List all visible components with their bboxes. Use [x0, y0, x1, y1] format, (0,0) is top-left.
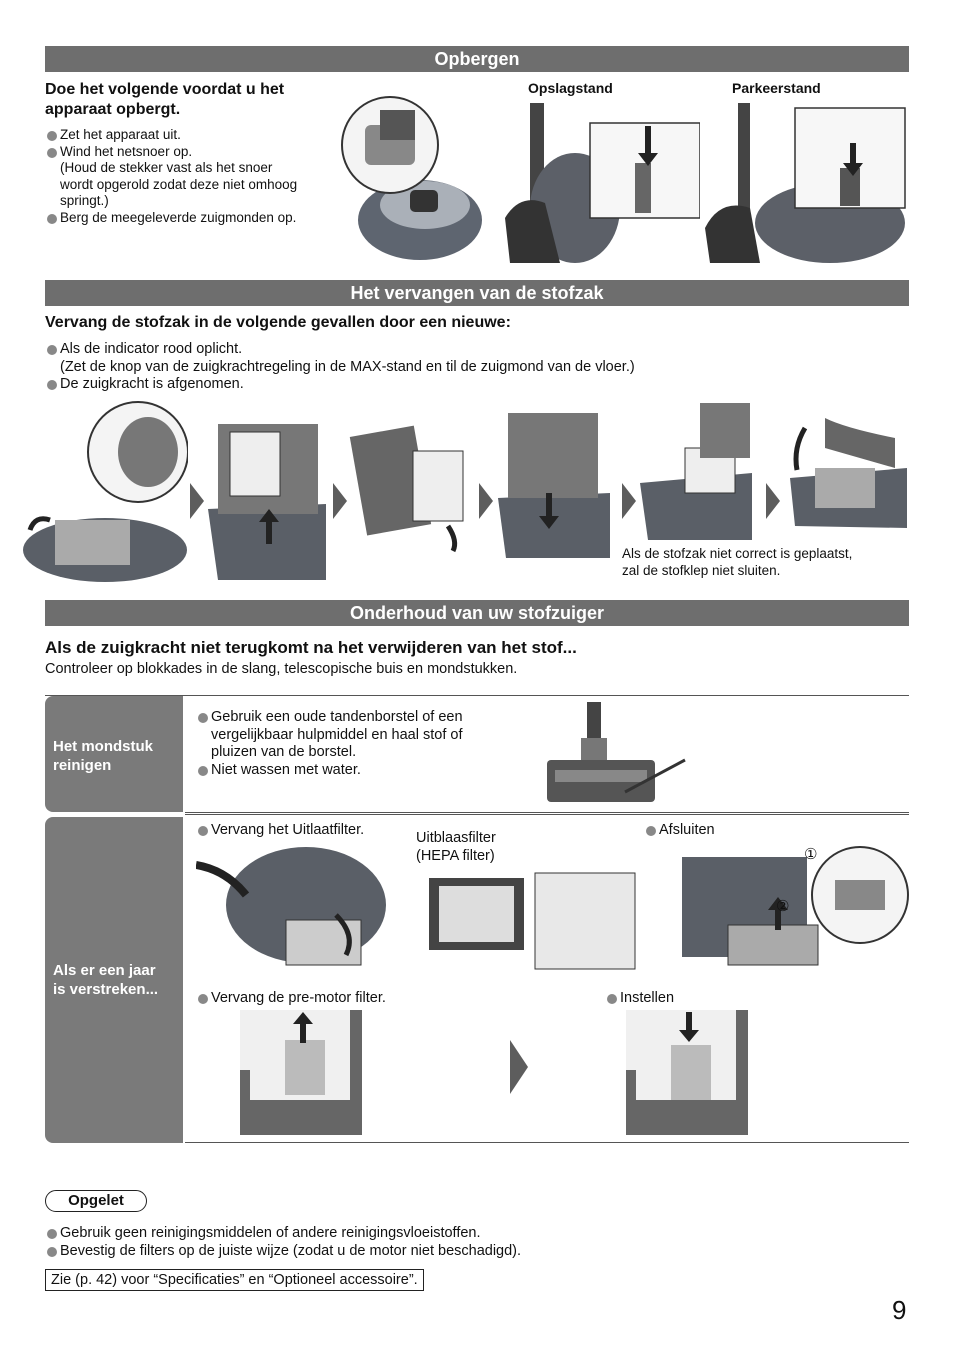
exhaust-filter-instruction: [197, 822, 364, 840]
bullet-item: Gebruik geen reinigingsmiddelen of andere reinigingsvloeistoffen.: [46, 1225, 806, 1243]
caution-label: Opgelet: [45, 1190, 147, 1212]
row-label-line: is verstreken...: [53, 981, 159, 998]
specifications-reference: Zie (p. 42) voor “Specificaties” en “Optioneel accessoire”.: [45, 1269, 424, 1291]
dustbag-step-5-illustration: [640, 398, 752, 540]
step-number-1: ①: [804, 846, 818, 863]
note-line: (Houd de stekker vast als het snoer: [60, 160, 273, 175]
bullet-item: Bevestig de filters op de juiste wijze (zodat u de motor niet beschadigd).: [46, 1243, 806, 1261]
premotor-remove-illustration: [240, 1010, 362, 1135]
section-title-storage: Opbergen: [45, 46, 909, 72]
dustbag-conditions: [46, 341, 806, 394]
bullet-item: Berg de meegeleverde zuigmonden op.: [46, 210, 336, 227]
bullet-item: Wind het netsnoer op.: [46, 144, 336, 161]
step-arrow: [510, 1040, 528, 1094]
dustbag-step-4-illustration: [498, 398, 610, 558]
maintenance-subtitle: Als de zuigkracht niet terugkomt na het verwijderen van het stof...: [45, 638, 577, 657]
storage-subtitle: Doe het volgende voordat u het apparaat opbergt.: [45, 81, 285, 118]
caption-line: zal de stofklep niet sluiten.: [622, 562, 781, 578]
dustbag-step-6-illustration: [785, 398, 907, 540]
hepa-label-line: Uitblaasfilter: [416, 830, 496, 846]
caution-list: [46, 1225, 806, 1260]
close-filter-illustration: [680, 845, 910, 985]
bullet-item: Instellen: [606, 990, 674, 1008]
note-line: wordt opgerold zodat deze niet omhoog: [60, 176, 298, 192]
bullet-item: Vervang het Uitlaatfilter.: [197, 822, 364, 840]
dustbag-step-2-illustration: [208, 404, 326, 580]
storage-illustration-1: [340, 95, 490, 267]
bullet-item: Afsluiten: [645, 822, 715, 840]
step-arrow: [190, 483, 204, 519]
step-number-2: ②: [776, 898, 790, 915]
bullet-continuation: pluizen van de borstel.: [211, 744, 357, 760]
close-instruction: [645, 822, 715, 840]
table-bottom-rule: [185, 1142, 909, 1143]
hepa-filter-label: [416, 830, 496, 865]
bullet-item: Als de indicator rood oplicht.: [46, 341, 806, 359]
parking-position-label: Parkeerstand: [732, 80, 821, 96]
nozzle-instructions: [197, 709, 517, 779]
bullet-item: Zet het apparaat uit.: [46, 127, 336, 144]
section-title-maintenance: Onderhoud van uw stofzuiger: [45, 600, 909, 626]
section-title-dustbag: Het vervangen van de stofzak: [45, 280, 909, 306]
row-label-line: reinigen: [53, 757, 112, 774]
nozzle-cleaning-illustration: [545, 700, 695, 806]
note-line: (Zet de knop van de zuigkrachtregeling in de MAX-stand en til de zuigmond van de vloer.): [60, 358, 635, 375]
dustbag-caption: [622, 546, 912, 579]
table-row-divider: [185, 812, 909, 815]
row-label-yearly: [45, 817, 183, 1143]
step-arrow: [766, 483, 780, 519]
row-label-line: Als er een jaar: [53, 962, 156, 979]
bullet-item: Vervang de pre-motor filter.: [197, 990, 386, 1008]
row-label-nozzle: [45, 696, 183, 812]
bullet-item: Gebruik een oude tandenborstel of een: [197, 709, 517, 727]
premotor-filter-instruction: [197, 990, 386, 1008]
exhaust-filter-illustration: [196, 845, 386, 980]
dustbag-step-1-illustration: [20, 400, 188, 582]
dustbag-step-3-illustration: [348, 406, 476, 560]
note-line: springt.): [60, 193, 109, 208]
premotor-install-illustration: [626, 1010, 748, 1135]
storage-position-label: Opslagstand: [528, 80, 613, 96]
bullet-item: De zuigkracht is afgenomen.: [46, 376, 806, 394]
maintenance-intro: Controleer op blokkades in de slang, telescopische buis en mondstukken.: [45, 661, 518, 677]
parking-position-illustration: [700, 98, 910, 268]
caption-line: Als de stofzak niet correct is geplaatst,: [622, 546, 853, 561]
install-instruction: [606, 990, 674, 1008]
row-label-line: Het mondstuk: [53, 738, 154, 755]
storage-instructions: [46, 127, 336, 226]
bullet-continuation: vergelijkbaar hulpmiddel en haal stof of: [211, 726, 463, 743]
page-number: 9: [892, 1295, 907, 1325]
step-arrow: [333, 483, 347, 519]
bullet-item: Niet wassen met water.: [197, 762, 517, 780]
step-arrow: [479, 483, 493, 519]
hepa-label-line: (HEPA filter): [416, 847, 495, 864]
dustbag-subtitle: Vervang de stofzak in de volgende gevallen door een nieuwe:: [45, 314, 511, 331]
hepa-filter-illustration: [425, 868, 640, 974]
storage-position-illustration: [500, 98, 705, 268]
step-arrow: [622, 483, 636, 519]
